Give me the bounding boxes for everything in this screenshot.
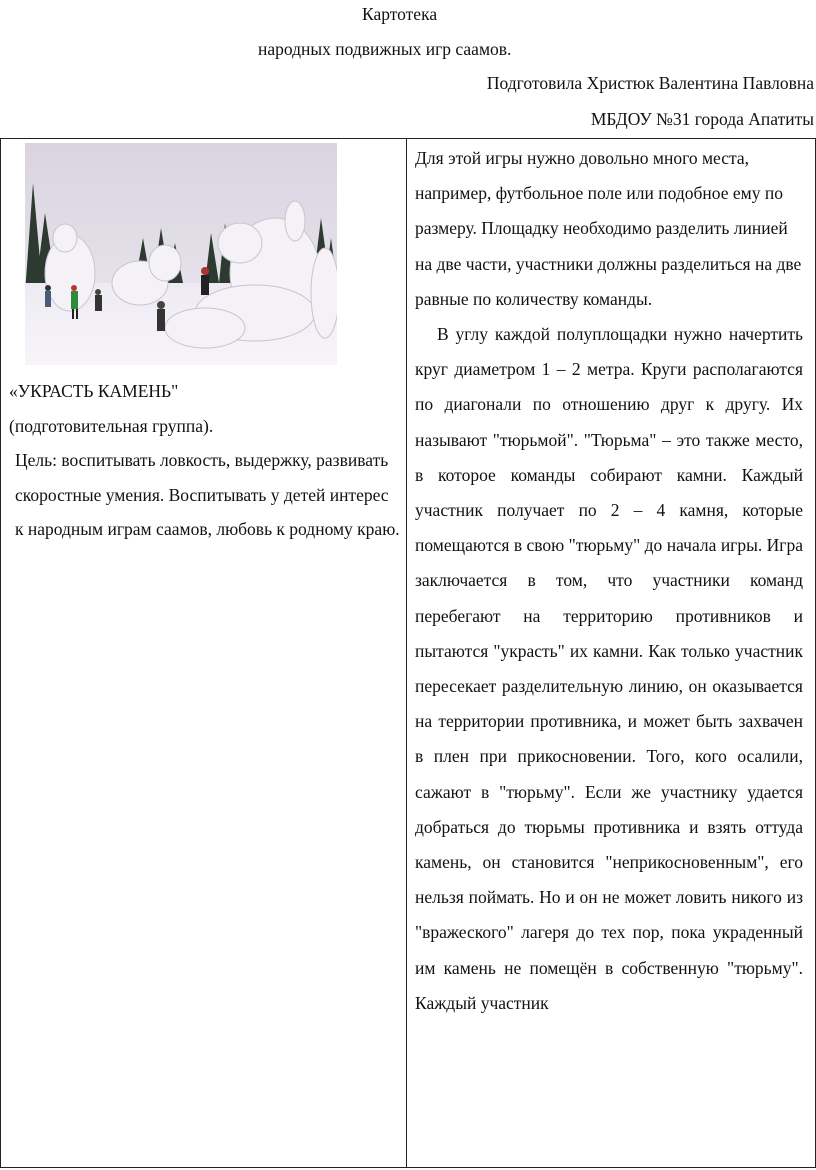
game-goal: Цель: воспитывать ловкость, выдержку, развивать скоростные умения. Воспитывать у детей интерес к народным играм саамов, любовь к родному краю. bbox=[15, 450, 400, 539]
doc-subtitle: народных подвижных игр саамов. bbox=[258, 39, 512, 59]
game-title: «УКРАСТЬ КАМЕНЬ" bbox=[9, 381, 179, 401]
doc-title: Картотека bbox=[362, 4, 438, 24]
game-description-left bbox=[9, 374, 401, 547]
snow-sculpture-photo bbox=[25, 143, 337, 365]
game-card-table bbox=[0, 138, 816, 1168]
rules-paragraph-2: В углу каждой полуплощадки нужно начертить круг диаметром 1 – 2 метра. Круги располагаются по диагонали по отношению друг к другу. Их называют "тюрьмой". "Тюрьма" – это также место, в которое команды собирают камни. Каждый участник получает по 2 – 4 камня, которые помещаются в свою "тюрьму" до начала игры. Игра заключается в том, что участники команд перебегают на территорию противников и пытаются "украсть" их камни. Как только участник пересекает разделительную линию, он оказывается на территории противника, и может быть захвачен в плен при прикосновении. Того, кого осалили, сажают в "тюрьму". Если же участнику удается добраться до тюрьмы противника и взять оттуда камень, он становится "неприкосновенным", его нельзя поймать. Но и он не может ловить никого из "вражеского" лагеря до тех пор, пока украденный им камень не помещён в собственную "тюрьму". Каждый участник bbox=[415, 324, 803, 1013]
author-line: Подготовила Христюк Валентина Павловна bbox=[486, 73, 814, 93]
age-group: (подготовительная группа). bbox=[9, 415, 214, 436]
game-rules bbox=[415, 141, 803, 1021]
rules-paragraph-1: Для этой игры нужно довольно много места, например, футбольное поле или подобное ему по размеру. Площадку необходимо разделить линией на две части, участники должны разделиться на две равные по количеству команды. bbox=[415, 148, 802, 309]
institution-line: МБДОУ №31 города Апатиты bbox=[590, 109, 814, 129]
column-divider bbox=[406, 139, 407, 1167]
